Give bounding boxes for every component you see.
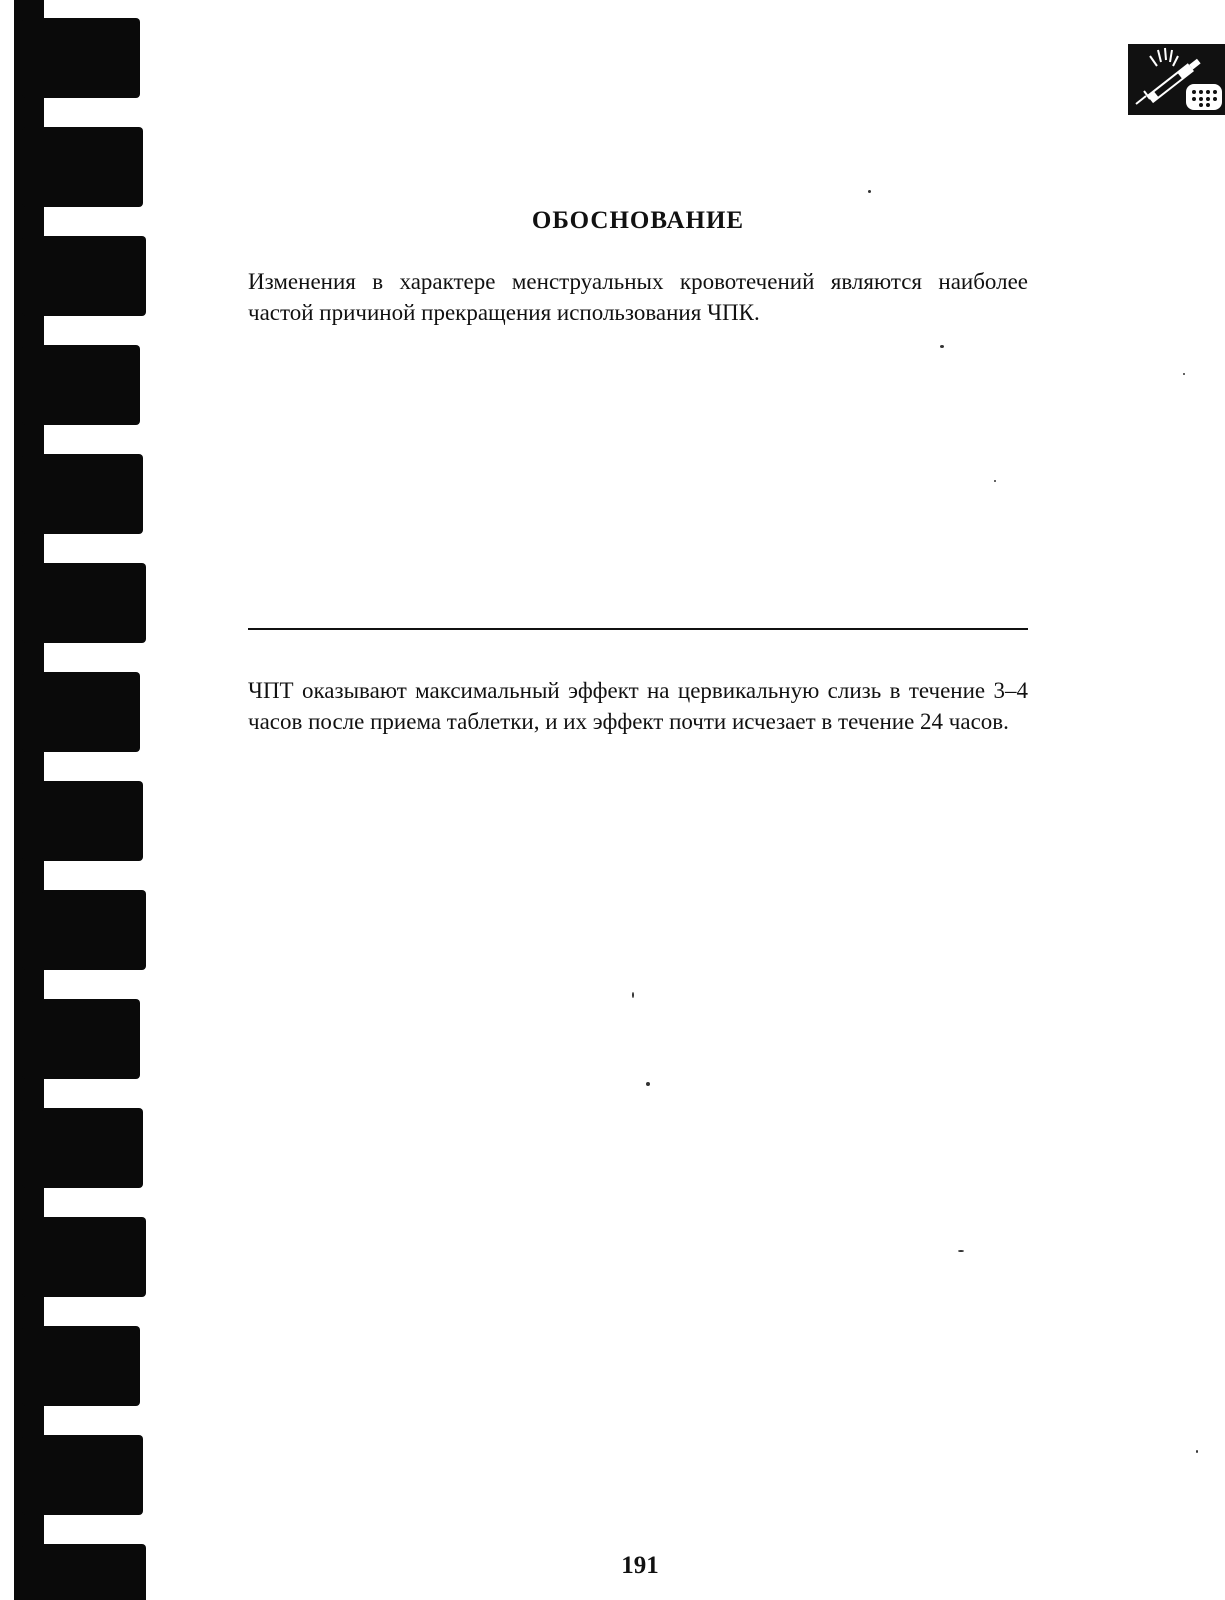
scan-speck (646, 1082, 650, 1086)
scan-speck (1196, 1450, 1198, 1453)
binding-ring (22, 890, 146, 970)
binding-ring (22, 1544, 146, 1600)
binding-ring (22, 454, 143, 534)
binding-ring (22, 563, 146, 643)
page-title: ОБОСНОВАНИЕ (531, 207, 745, 234)
binding-ring (22, 999, 140, 1079)
syringe-icon (1128, 44, 1225, 115)
page-number: 191 (621, 1552, 659, 1579)
scan-speck (868, 190, 871, 193)
scan-speck (632, 992, 634, 998)
binding-ring (22, 345, 140, 425)
binding-ring (22, 1108, 143, 1188)
binding-ring (22, 1217, 146, 1297)
binding-ring (22, 672, 140, 752)
paragraph-menstrual-changes: Изменения в характере менструальных кровотечений являются наиболее частой причиной прекращения использования ЧПК. (248, 269, 1028, 325)
binding-ring (22, 236, 146, 316)
binding-ring (22, 1435, 143, 1515)
scan-speck (958, 1250, 964, 1252)
scan-speck (994, 480, 996, 482)
paragraph-pill-effect: ЧПТ оказывают максимальный эффект на цервикальную слизь в течение 3–4 часов после приема таблетки, и их эффект почти исчезает в течение 24 часов. (248, 678, 1028, 734)
section-divider (248, 628, 1028, 630)
binding-ring (22, 1326, 140, 1406)
binding-ring (22, 18, 140, 98)
binding-ring (22, 781, 143, 861)
scan-speck (940, 345, 944, 348)
binding-ring (22, 127, 143, 207)
spiral-binding (0, 0, 150, 1600)
scan-speck (1183, 373, 1185, 375)
